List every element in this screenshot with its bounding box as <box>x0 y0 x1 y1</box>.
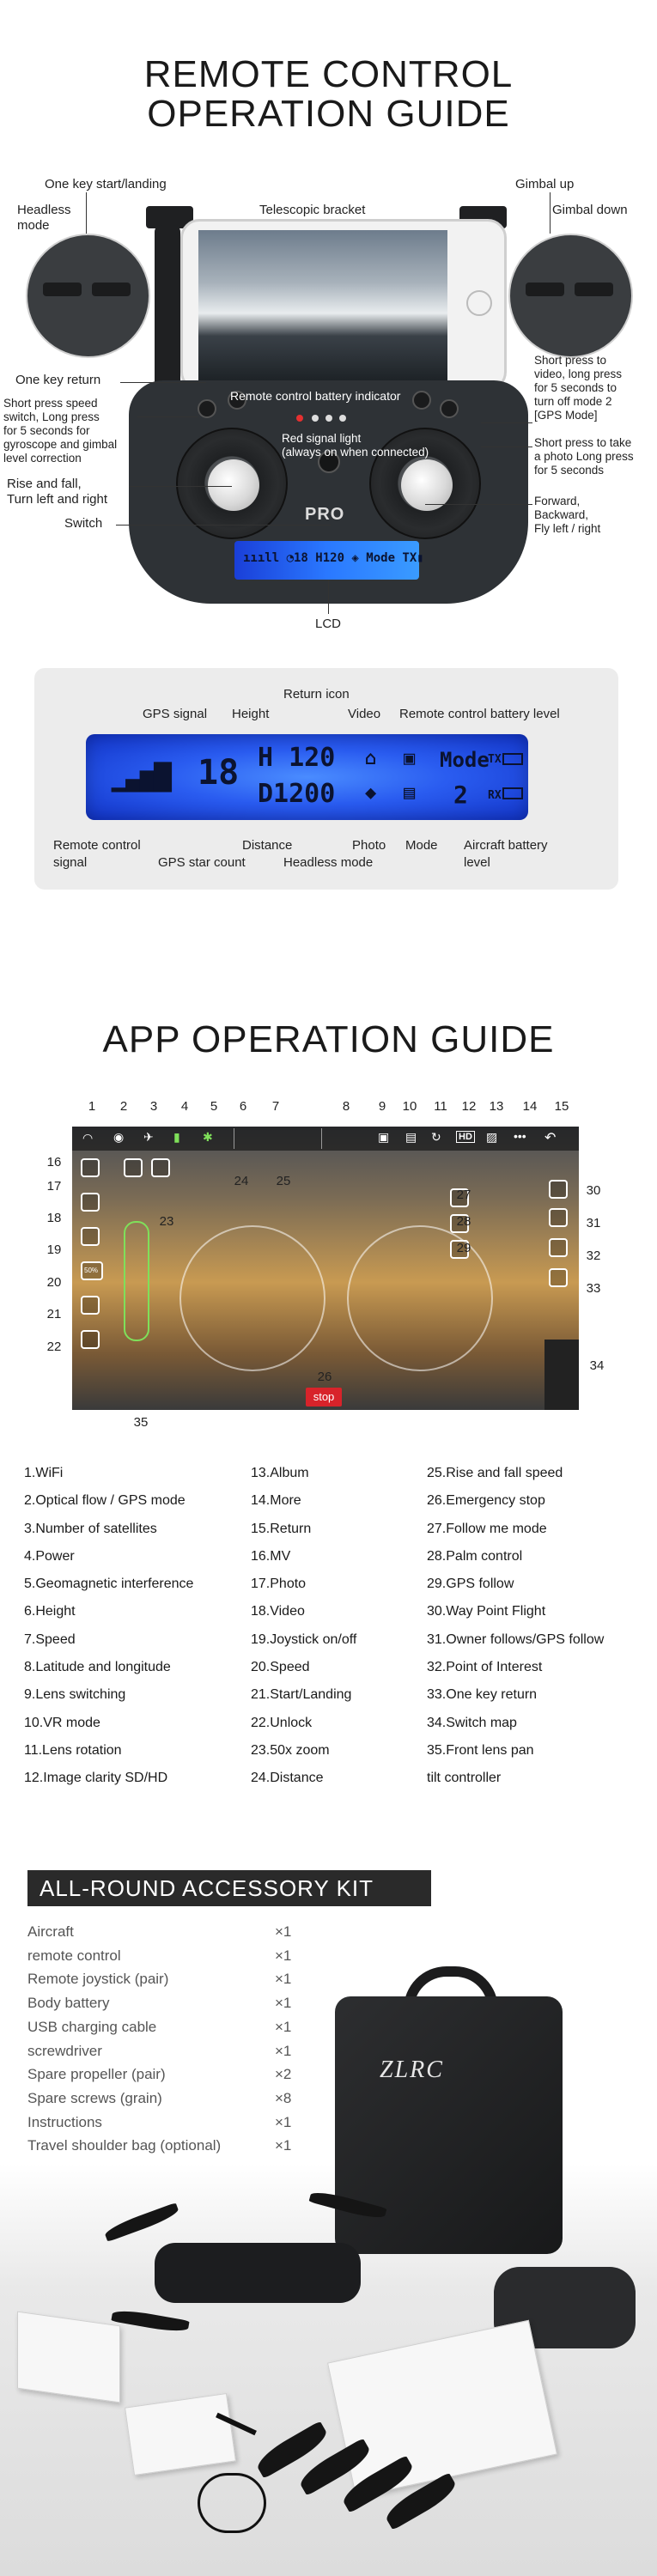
album-icon: ▨ <box>486 1130 498 1144</box>
satellite-icon: ✈ <box>143 1130 154 1144</box>
one-key-return-icon <box>549 1268 568 1287</box>
label-height: Height <box>232 707 270 721</box>
lcd-mode-num: 2 <box>453 781 468 809</box>
function-item: 33.One key return <box>427 1687 538 1703</box>
wifi-icon: ◠ <box>82 1131 94 1145</box>
function-item: 2.Optical flow / GPS mode <box>24 1493 186 1509</box>
label-rise-fall-1: Rise and fall, <box>7 477 82 491</box>
function-item: 24.Distance <box>251 1771 324 1786</box>
right-num-31: 31 <box>586 1216 601 1230</box>
accessory-qty: ×1 <box>275 2018 292 2035</box>
label-video: Video <box>348 707 381 721</box>
geomagnetic-icon: ✱ <box>203 1130 213 1144</box>
front-lens-tilt-controller <box>124 1221 149 1341</box>
emergency-stop-button: stop <box>306 1388 342 1406</box>
function-item: 5.Geomagnetic interference <box>24 1577 194 1592</box>
label-mode: Mode <box>405 838 438 853</box>
zoom-icon <box>151 1158 170 1177</box>
zoom-right-buttons <box>508 234 633 358</box>
remote-brand: PRO <box>305 505 345 524</box>
label-lcd: LCD <box>315 617 342 631</box>
red-signal-light <box>296 415 303 422</box>
lcd-photo-icon: ▤ <box>404 782 416 804</box>
lens-rotation-icon: ↻ <box>431 1130 441 1144</box>
function-item: 32.Point of Interest <box>427 1660 543 1675</box>
function-item: 34.Switch map <box>427 1715 517 1730</box>
top-num-12: 12 <box>461 1099 477 1114</box>
top-num-4: 4 <box>180 1099 189 1114</box>
num-28: 28 <box>456 1214 471 1229</box>
zoom-left-buttons <box>26 234 150 358</box>
height-speed-readout <box>234 1128 285 1149</box>
accessory-qty: ×1 <box>275 2113 292 2130</box>
vr-mode-icon: ▤ <box>405 1130 417 1144</box>
label-video-1: Short press to <box>534 354 607 367</box>
lcd-distance-value: D1200 <box>258 779 336 809</box>
leader-rise <box>129 486 232 487</box>
app-screenshot <box>72 1127 579 1410</box>
function-item: 14.More <box>251 1493 301 1509</box>
accessory-name: Travel shoulder bag (optional) <box>27 2137 222 2154</box>
top-num-5: 5 <box>210 1099 218 1114</box>
aircraft <box>155 2243 361 2303</box>
phone-screen-mountain <box>198 230 447 381</box>
function-item: 16.MV <box>251 1548 291 1564</box>
leader-forward <box>425 504 532 505</box>
label-forward-3: Fly left / right <box>534 522 601 535</box>
num-23: 23 <box>159 1214 174 1229</box>
left-num-18: 18 <box>46 1211 62 1225</box>
label-aircraft-battery-1: Aircraft battery <box>464 838 548 853</box>
left-num-19: 19 <box>46 1242 62 1257</box>
function-item: 13.Album <box>251 1466 309 1480</box>
function-list-col2 <box>251 1460 356 1793</box>
lcd-signal-bars: ▁▃▅▇ <box>112 758 168 793</box>
poi-icon <box>549 1238 568 1257</box>
top-num-15: 15 <box>554 1099 569 1114</box>
top-num-6: 6 <box>239 1099 247 1114</box>
leader-speed <box>137 416 198 417</box>
function-item: 9.Lens switching <box>24 1687 126 1703</box>
leader-video <box>481 422 532 423</box>
top-num-1: 1 <box>88 1099 96 1114</box>
label-gimbal-up: Gimbal up <box>515 177 575 191</box>
accessory-name: Spare screws (grain) <box>27 2089 162 2106</box>
bracket-arm-left <box>155 225 180 388</box>
function-item: 30.Way Point Flight <box>427 1604 546 1619</box>
num-35: 35 <box>133 1415 149 1430</box>
remote-guide-title-line1: REMOTE CONTROL <box>143 53 514 95</box>
lcd-rx-battery-icon <box>502 787 523 799</box>
function-item: 1.WiFi <box>24 1466 64 1480</box>
accessory-kit-title: ALL-ROUND ACCESSORY KIT <box>27 1870 431 1906</box>
num-25: 25 <box>276 1174 291 1188</box>
label-rc-signal-1: Remote control <box>53 838 141 853</box>
left-num-17: 17 <box>46 1179 62 1194</box>
lens-switch-icon: ▣ <box>378 1130 390 1144</box>
right-num-30: 30 <box>586 1183 601 1198</box>
leader-lcd <box>328 580 329 614</box>
function-item: 27.Follow me mode <box>427 1521 547 1536</box>
label-red-light-2: (always on when connected) <box>282 446 429 459</box>
right-num-33: 33 <box>586 1281 601 1296</box>
lcd-tx-label: TX <box>488 753 502 766</box>
label-battery-indicator: Remote control battery indicator <box>230 389 401 403</box>
num-26: 26 <box>317 1370 332 1384</box>
unlock-icon <box>81 1330 100 1349</box>
accessory-qty: ×1 <box>275 2042 292 2059</box>
function-item: 3.Number of satellites <box>24 1521 157 1536</box>
button-top-right-2 <box>440 399 459 418</box>
function-item: 29.GPS follow <box>427 1577 514 1592</box>
joystick-toggle-icon <box>81 1227 100 1246</box>
video-icon <box>81 1193 100 1212</box>
remote-lcd-screen <box>234 541 424 580</box>
accessory-name: remote control <box>27 1947 121 1964</box>
function-item: 35.Front lens pan <box>427 1742 534 1758</box>
label-one-key-start: One key start/landing <box>45 177 167 191</box>
speed-icon: 50% <box>81 1261 103 1280</box>
function-item: 19.Joystick on/off <box>251 1631 357 1647</box>
label-speed-1: Short press speed <box>3 397 98 410</box>
map-switch-thumb <box>544 1340 579 1410</box>
function-item: 21.Start/Landing <box>251 1687 352 1703</box>
return-icon: ↶ <box>544 1131 557 1145</box>
owner-follow-icon <box>549 1208 568 1227</box>
leader-return <box>120 382 206 383</box>
accessory-qty: ×2 <box>275 2066 292 2083</box>
left-virtual-joystick <box>179 1225 325 1371</box>
function-list-col3 <box>427 1460 604 1793</box>
lcd-video-icon: ▣ <box>404 748 416 769</box>
label-headless-1: Headless <box>17 203 71 217</box>
top-num-3: 3 <box>149 1099 158 1114</box>
battery-dot-1 <box>312 415 319 422</box>
top-num-8: 8 <box>342 1099 350 1114</box>
label-photo-1: Short press to take <box>534 436 632 449</box>
top-num-2: 2 <box>119 1099 128 1114</box>
num-29: 29 <box>456 1241 471 1255</box>
accessory-name: USB charging cable <box>27 2018 157 2035</box>
label-return-icon: Return icon <box>283 687 350 702</box>
app-guide-title: APP OPERATION GUIDE <box>102 1018 555 1060</box>
label-speed-5: level correction <box>3 452 82 465</box>
label-red-light-1: Red signal light <box>282 432 362 445</box>
function-item: 28.Palm control <box>427 1548 523 1564</box>
left-num-22: 22 <box>46 1340 62 1354</box>
latlng-readout <box>321 1128 381 1149</box>
left-num-21: 21 <box>46 1307 62 1321</box>
label-switch: Switch <box>64 516 103 531</box>
function-item: 26.Emergency stop <box>427 1493 545 1509</box>
lcd-display-enlarged <box>86 734 528 820</box>
accessory-qty: ×1 <box>275 1995 292 2012</box>
function-item: 15.Return <box>251 1521 312 1536</box>
num-24: 24 <box>234 1174 249 1188</box>
accessory-qty: ×1 <box>275 2137 292 2154</box>
function-item: 23.50x zoom <box>251 1742 330 1758</box>
label-video-3: for 5 seconds to <box>534 381 617 394</box>
label-speed-4: gyroscope and gimbal <box>3 438 118 451</box>
lcd-return-icon: ⌂ <box>365 748 377 769</box>
leader-start <box>86 192 87 234</box>
start-landing-icon <box>81 1296 100 1315</box>
battery-dot-3 <box>339 415 346 422</box>
leader-gimbal <box>550 192 551 234</box>
label-rc-signal-2: signal <box>53 855 88 870</box>
gps-mode-icon: ◉ <box>113 1130 125 1144</box>
label-forward-2: Backward, <box>534 508 589 521</box>
num-27: 27 <box>456 1188 471 1202</box>
accessory-qty: ×8 <box>275 2089 292 2106</box>
usb-cable <box>198 2473 266 2533</box>
function-item: 25.Rise and fall speed <box>427 1466 563 1480</box>
function-item: 6.Height <box>24 1604 76 1619</box>
lcd-mode-word: Mode <box>440 748 490 772</box>
accessory-name: Aircraft <box>27 1923 74 1940</box>
label-video-2: video, long press <box>534 368 623 380</box>
waypoint-icon <box>549 1180 568 1199</box>
right-num-34: 34 <box>589 1358 605 1373</box>
mv-icon <box>124 1158 143 1177</box>
lcd-headless-icon: ◆ <box>365 782 377 804</box>
label-gimbal-down: Gimbal down <box>552 203 628 217</box>
more-icon: ••• <box>514 1129 526 1143</box>
hd-icon: HD <box>456 1131 475 1143</box>
accessory-name: screwdriver <box>27 2042 102 2059</box>
function-item: 22.Unlock <box>251 1715 313 1730</box>
function-item: 31.Owner follows/GPS follow <box>427 1631 605 1647</box>
remote-guide-title-line2: OPERATION GUIDE <box>147 93 510 135</box>
manual-booklet <box>125 2393 236 2476</box>
label-aircraft-battery-2: level <box>464 855 490 870</box>
lcd-tx-battery-icon <box>502 753 523 765</box>
label-telescopic-bracket: Telescopic bracket <box>259 203 366 217</box>
accessory-name: Instructions <box>27 2113 102 2130</box>
label-speed-2: switch, Long press <box>3 410 100 423</box>
phone-image <box>180 219 507 391</box>
accessory-qty: ×1 <box>275 1971 292 1988</box>
function-item: 4.Power <box>24 1548 75 1564</box>
lcd-sat-count: 18 <box>198 753 240 793</box>
label-rise-fall-2: Turn left and right <box>7 492 108 507</box>
function-list-col1 <box>24 1460 193 1793</box>
left-num-16: 16 <box>46 1155 62 1170</box>
top-num-14: 14 <box>522 1099 538 1114</box>
label-video-4: turn off mode 2 <box>534 395 612 408</box>
right-num-32: 32 <box>586 1249 601 1263</box>
label-speed-3: for 5 seconds for <box>3 424 90 437</box>
function-item: 7.Speed <box>24 1631 76 1647</box>
right-joystick <box>369 428 481 539</box>
button-top-right <box>412 391 431 410</box>
button-top-left <box>198 399 216 418</box>
leader-switch <box>116 525 331 526</box>
function-item: 11.Lens rotation <box>24 1742 122 1758</box>
photo-icon <box>81 1158 100 1177</box>
label-one-key-return: One key return <box>15 373 101 387</box>
label-headless-mode: Headless mode <box>283 855 374 870</box>
app-top-bar <box>72 1127 579 1151</box>
top-num-10: 10 <box>402 1099 417 1114</box>
battery-dot-2 <box>325 415 332 422</box>
accessory-qty: ×1 <box>275 1923 292 1940</box>
function-item: 17.Photo <box>251 1577 307 1592</box>
accessory-name: Remote joystick (pair) <box>27 1971 169 1988</box>
function-item: 10.VR mode <box>24 1715 100 1730</box>
function-item: 8.Latitude and longitude <box>24 1660 171 1675</box>
top-num-11: 11 <box>434 1099 447 1114</box>
label-photo-2: a photo Long press <box>534 450 634 463</box>
lcd-height-value: H 120 <box>258 743 336 773</box>
label-gps-signal: GPS signal <box>143 707 208 721</box>
top-num-13: 13 <box>489 1099 504 1114</box>
function-item: 18.Video <box>251 1604 305 1619</box>
bag-logo: ZLRC <box>380 2057 444 2083</box>
power-icon: ▮ <box>173 1130 180 1144</box>
label-headless-2: mode <box>17 218 50 233</box>
label-gps-star-count: GPS star count <box>158 855 246 870</box>
function-item: 20.Speed <box>251 1660 310 1675</box>
left-joystick <box>176 428 288 539</box>
left-num-20: 20 <box>46 1275 62 1290</box>
accessory-qty: ×1 <box>275 1947 292 1964</box>
function-item: tilt controller <box>427 1771 502 1786</box>
function-item: 12.Image clarity SD/HD <box>24 1771 168 1786</box>
lcd-rx-label: RX <box>488 789 502 802</box>
label-distance: Distance <box>242 838 293 853</box>
label-video-5: [GPS Mode] <box>534 409 598 422</box>
label-forward-1: Forward, <box>534 495 581 507</box>
top-num-9: 9 <box>378 1099 386 1114</box>
top-num-7: 7 <box>271 1099 280 1114</box>
accessory-name: Body battery <box>27 1995 110 2012</box>
lcd-readout: ıııll ◔18 H120 ◈ Mode TX▮ <box>243 551 424 565</box>
accessory-name: Spare propeller (pair) <box>27 2066 166 2083</box>
label-photo-3: for 5 seconds <box>534 464 605 477</box>
label-rc-battery: Remote control battery level <box>399 707 560 721</box>
battery-box <box>17 2312 120 2403</box>
label-photo: Photo <box>352 838 386 853</box>
phone-home-button <box>466 290 492 316</box>
